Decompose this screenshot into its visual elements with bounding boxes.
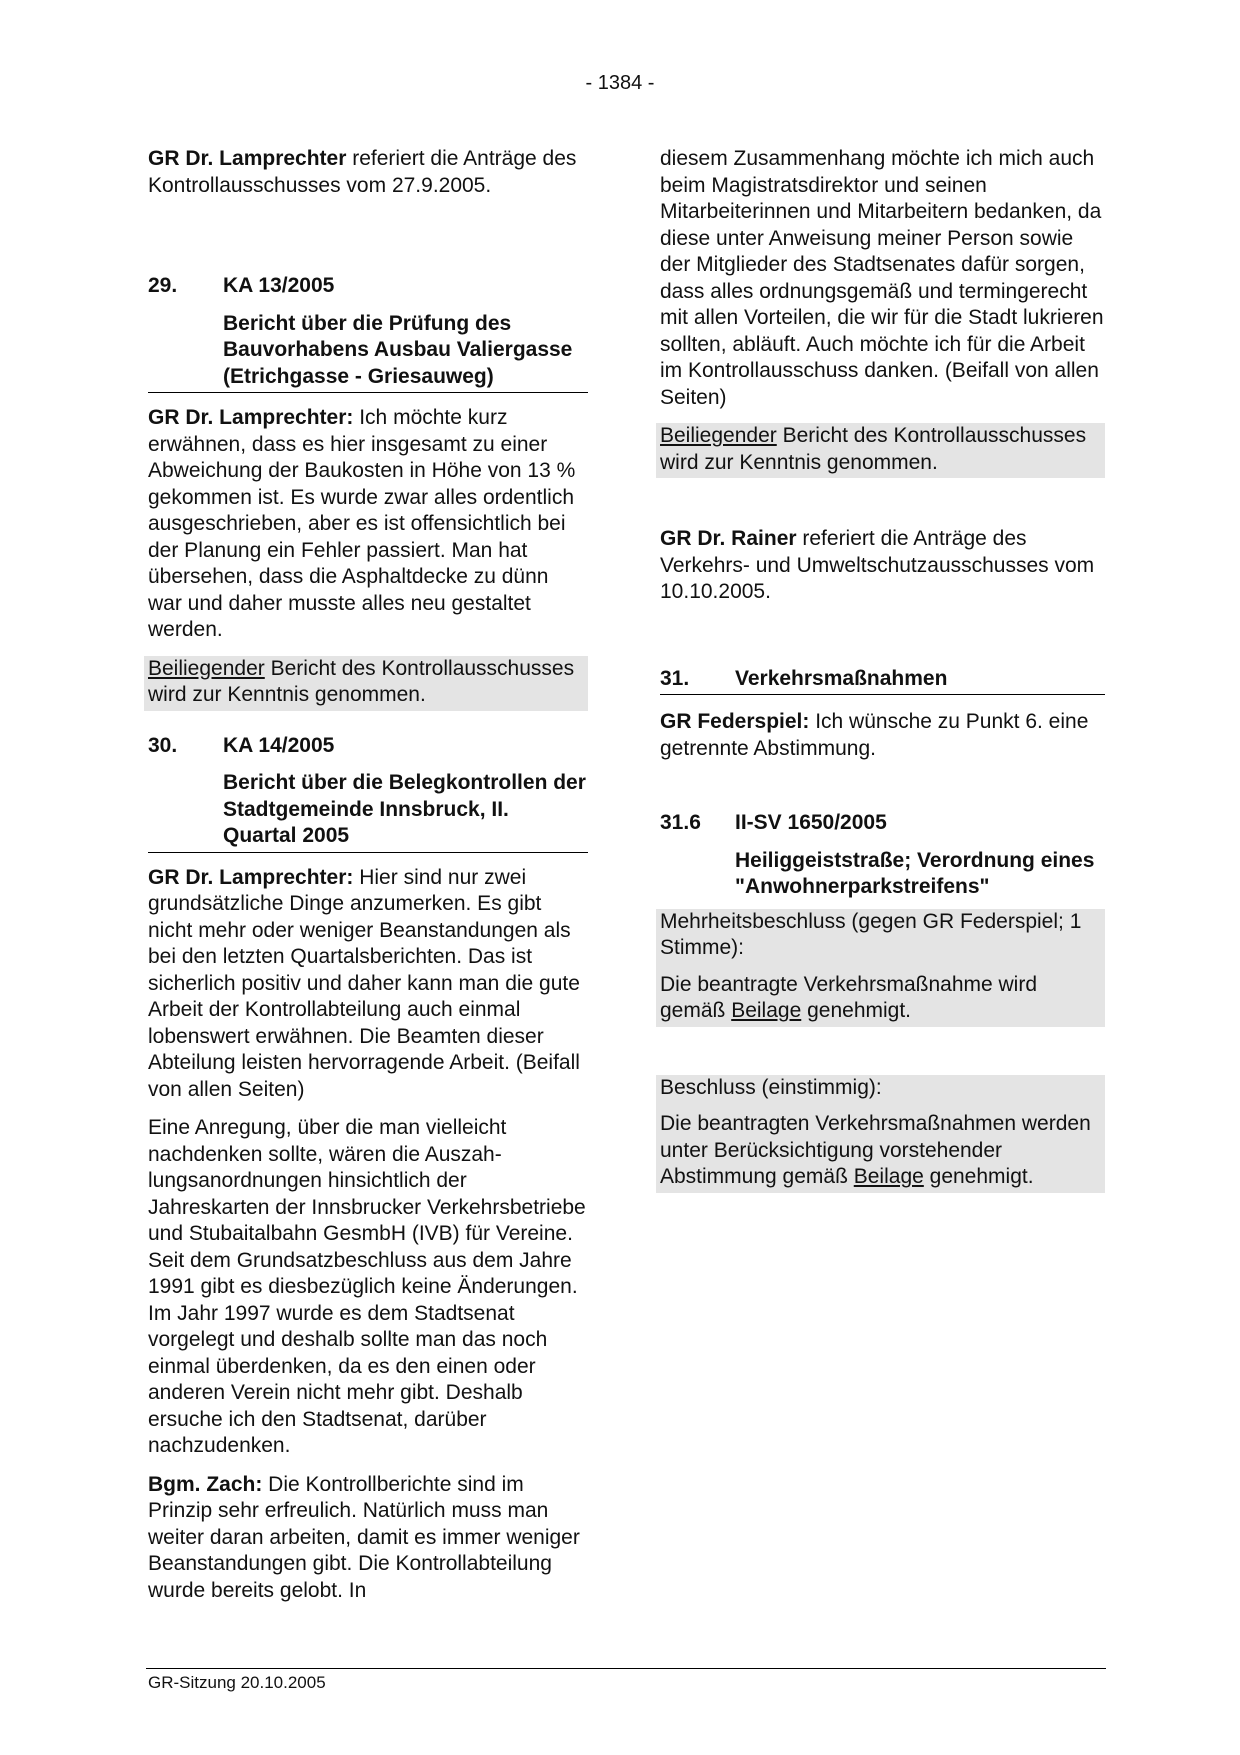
- footer-divider: [146, 1668, 1106, 1669]
- decision-text: Die beantragten Verkehrsmaßnahmen werden unter Berücksichtigung vorstehender Abstimmung gemäß: [660, 1112, 1091, 1188]
- decision-text: Die beantragte Verkehrsmaßnahme wird gemäß: [660, 972, 1038, 1022]
- underlined-word: Beilage: [731, 999, 802, 1022]
- continuation-paragraph: diesem Zusammenhang möchte ich mich auch beim Magistratsdirektor und seinen Mitarbeiterinnen und Mitarbeitern bedanken, da diese unter Anweisung meiner Person sowie der Mitglieder des Stadtsenates dafür sorgen, dass alles ordnungsgemäß und termingerecht mit allen Vorteilen, die wir für die Stadt lukrieren sollten, abläuft. Auch möchte ich für die Arbeit im Kontrollausschuss danken. (Beifall von allen Seiten): [660, 147, 1104, 409]
- decision-box: [144, 656, 588, 711]
- item-code: KA 14/2005: [223, 733, 335, 757]
- item-subject: Bericht über die Prüfung des Bauvorhabens Ausbau Valiergasse (Etrichgasse - Griesauweg): [148, 311, 588, 394]
- agenda-item-31-6-heading: [660, 810, 1105, 837]
- page-number: - 1384 -: [585, 72, 655, 94]
- paragraph-text: Ich wünsche zu Punkt 6. eine getrennte Abstimmung.: [660, 710, 1089, 760]
- item-number: 31.6: [660, 811, 701, 834]
- footer-text: GR-Sitzung 20.10.2005: [148, 1673, 326, 1692]
- decision-text: Bericht des Kontrollausschusses wird zur Kenntnis genommen.: [660, 424, 1087, 474]
- item-subject: Heiliggeiststraße; Verordnung eines "Anwohnerparkstreifens": [735, 848, 1095, 898]
- paragraph-text: Die Kontrollberichte sind im Prinzip sehr erfreulich. Natürlich muss man weiter daran arbeiten, damit es immer weniger Beanstandungen gibt. Die Kontrollabteilung wurde bereits gelobt. In: [148, 1472, 580, 1602]
- decision-text: genehmigt.: [923, 1165, 1034, 1188]
- item-number: 31.: [660, 666, 690, 690]
- paragraph-text: Ich möchte kurz erwähnen, dass es hier insgesamt zu einer Abweichung der Baukosten in Höhe von 13 % gekommen ist. Es wurde zwar alles ordentlich ausgeschrieben, aber es ist offensichtlich bei der Planung ein Fehler passiert. Man hat übersehen, dass die Asphaltdecke zu dünn war und daher musste alles neu gestaltet werden.: [148, 406, 576, 641]
- speaker-name: GR Federspiel:: [660, 710, 810, 733]
- agenda-item-29-heading: [148, 273, 588, 300]
- speaker-name: GR Dr. Lamprechter: [148, 147, 347, 170]
- vote-result: Mehrheitsbeschluss (gegen GR Federspiel; 1 Stimme):: [660, 909, 1082, 959]
- item-subject: Bericht über die Belegkontrollen der Stadtgemeinde Innsbruck, II. Quartal 2005: [148, 770, 588, 853]
- decision-box: [656, 423, 1105, 478]
- speech-paragraph: [660, 709, 1105, 762]
- decision-box: [656, 1075, 1105, 1193]
- speech-paragraph: [148, 405, 588, 644]
- item-code: KA 13/2005: [223, 274, 335, 297]
- speaker-name: Bgm. Zach:: [148, 1472, 263, 1496]
- vote-result: Beschluss (einstimmig):: [660, 1075, 882, 1099]
- speaker-name: GR Dr. Lamprechter:: [148, 865, 354, 889]
- underlined-word: Beilage: [853, 1165, 924, 1188]
- right-column: [660, 146, 1105, 1193]
- speech-paragraph: [148, 1472, 588, 1605]
- intro-paragraph: [660, 526, 1105, 606]
- paragraph-text: referiert die Anträge des Kontrollausschusses vom 27.9.2005.: [148, 147, 577, 197]
- left-column: [148, 146, 588, 1616]
- decision-text: genehmigt.: [801, 999, 912, 1022]
- decision-box: [656, 909, 1105, 1027]
- agenda-item-30-heading: [148, 733, 588, 760]
- paragraph-text: referiert die Anträge des Verkehrs- und Umweltschutzausschusses vom 10.10.2005.: [660, 527, 1095, 603]
- item-code: II-SV 1650/2005: [735, 811, 887, 834]
- speaker-name: GR Dr. Lamprechter:: [148, 406, 354, 429]
- underlined-word: Beiliegender: [148, 656, 265, 680]
- intro-paragraph: [148, 146, 588, 199]
- speech-paragraph: Eine Anregung, über die man vielleicht nachdenken sollte, wären die Auszahlungsanordnungen hinsichtlich der Jahreskarten der Innsbrucker Verkehrsbetriebe und Stubaitalbahn GesmbH (IVB) für Vereine. Seit dem Grundsatzbeschluss aus dem Jahre 1991 gibt es diesbezüglich keine Änderungen. Im Jahr 1997 wurde es dem Stadtsenat vorgelegt und deshalb sollte man das noch einmal überdenken, da es den einen oder anderen Verein nicht mehr gibt. Deshalb ersuche ich den Stadtsenat, darüber nachzudenken.: [148, 1116, 586, 1457]
- item-title: Verkehrsmaßnahmen: [735, 666, 948, 690]
- speech-paragraph: [148, 865, 588, 1104]
- item-number: 30.: [148, 733, 178, 757]
- decision-text: Bericht des Kontrollausschusses wird zur Kenntnis genommen.: [148, 656, 575, 706]
- item-number: 29.: [148, 274, 178, 297]
- agenda-item-31-heading: [660, 666, 1105, 696]
- speaker-name: GR Dr. Rainer: [660, 527, 797, 550]
- paragraph-text: Hier sind nur zwei grundsätzliche Dinge anzumerken. Es gibt nicht mehr oder weniger Beanstandungen als bei den letzten Quartalsberichten. Das ist sicherlich positiv und daher kann man die gute Arbeit der Kontrollabteilung auch einmal lobenswert erwähnen. Die Beamten dieser Abteilung leisten hervorragende Arbeit. (Beifall von allen Seiten): [148, 865, 580, 1101]
- underlined-word: Beiliegender: [660, 424, 777, 447]
